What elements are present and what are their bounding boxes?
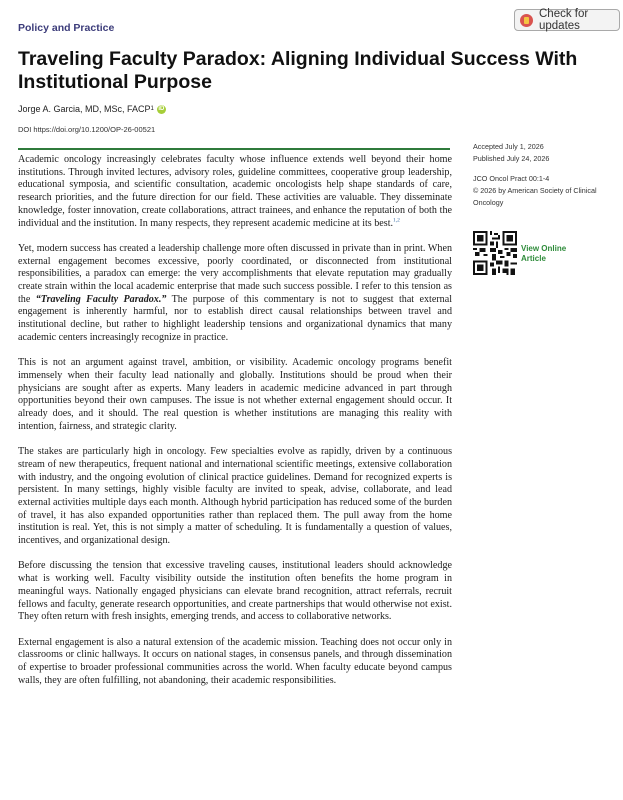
paragraph-1-text: Academic oncology increasingly celebrates faculty whose influence extends well beyond their home institutions. Through invited lectures, advisory roles, guideline committees, cooperative group leadership, educational symposia, and scientific consultation, academic oncologists help shape standards of care, research priorities, and the future direction for our field. These activities are valuable. They disseminate knowledge, foster innovation, create collaborations, attract trainees, and enhance the reputation of both the individual and the institution. In many respects, they represent academic medicine at its best. (18, 154, 452, 229)
author-line (18, 104, 166, 114)
paragraph-5: Before discussing the tension that excessive traveling causes, institutional leaders should acknowledge what is working well. Faculty visibility outside the institution often benefits the home program in meaningful ways. Nationally engaged physicians can elevate brand recognition, attract referrals, recruit fellows and faculty, generate research opportunities, and create partnerships that would otherwise not exist. They often return with fresh insights, emerging trends, and access to collaborative networks. (18, 560, 452, 623)
accepted-date: Accepted July 1, 2026 (473, 142, 544, 151)
published-date: Published July 24, 2026 (473, 154, 550, 163)
paragraph-2-text-a: Yet, modern success has created a leadership challenge more often discussed in private than in print. When external engagement becomes excessive, poorly coordinated, or disconnected from institutional responsibilities, a paradox can emerge: the very accomplishments that elevate reputation may gradually create strain within the local academic enterprise that made such success possible. I refer to this tension as the (18, 242, 452, 305)
paragraph-4: The stakes are particularly high in oncology. Few specialties evolve as rapidly, driven by a continuous stream of new therapeutics, frequent national and international scientific meetings, extensive collaboration with industry, and the ongoing evolution of clinical practice guidelines. Demand for recognized experts is persistent. In many settings, highly visible faculty are invited to speak, advise, collaborate, and lead external activities multiple days each month. Although hybrid participation has reduced some of the burden of travel, it has also expanded opportunities rather than replaced them. The pull away from the home institution is real. Yet, this is not simply a matter of scheduling. It is fundamentally a question of values, incentives, and organizational design. (18, 446, 452, 547)
paragraph-3: This is not an argument against travel, ambition, or visibility. Academic oncology programs benefit immensely when their faculty lead nationally and globally. Institutions should be proud when their physicians are sought after as experts. Many leaders in academic medicine advanced in part through opportunities beyond their own campuses. The issue is not whether external engagement should occur. It already does, and it should. The real question is whether institutions are managing this reality with intention, fairness, and strategic clarity. (18, 357, 452, 432)
paragraph-2-text-b: The purpose of this commentary is not to suggest that external engagement is inherently harmful, nor to establish direct causal relationships between travel and institutional decline, but rather to highlight leadership tensions and organizational dynamics that many academic centers increasingly recognize in practice. (18, 293, 453, 343)
copyright-notice: © 2026 by American Society of Clinical Oncology (473, 186, 597, 207)
paragraph-6: External engagement is also a natural extension of the academic mission. Teaching does not occur only in classrooms or clinic hallways. It occurs on national stages, in consensus panels, and through dissemination of expertise to broader professional communities across the world. When faculty educate beyond campus walls, they are often fulfilling, not abandoning, their academic responsibilities. (18, 636, 452, 686)
journal-citation: JCO Oncol Pract 00:1-4 (473, 174, 550, 183)
reference-marker[interactable]: 1,2 (393, 217, 400, 224)
view-online-block (473, 231, 613, 277)
article-title: Traveling Faculty Paradox: Aligning Individual Success With Institutional Purpose (18, 48, 578, 93)
check-for-updates-button[interactable] (514, 9, 620, 31)
article-info-sidebar (473, 141, 613, 209)
crossmark-icon (520, 14, 533, 27)
view-online-article-link[interactable]: View Online Article (521, 244, 567, 263)
check-for-updates-label: Check for updates (539, 8, 589, 32)
qr-code-icon[interactable] (473, 231, 517, 275)
affiliation-marker: 1 (150, 106, 154, 112)
author-name: Jorge A. Garcia, MD, MSc, FACP (18, 104, 151, 114)
section-label: Policy and Practice (18, 22, 115, 34)
orcid-icon[interactable]: iD (158, 105, 165, 112)
paragraph-2 (18, 243, 452, 345)
doi-link[interactable]: DOI https://doi.org/10.1200/OP-26-00521 (18, 125, 156, 134)
article-body (18, 154, 452, 687)
paragraph-1 (18, 154, 452, 230)
section-divider (18, 148, 450, 150)
paradox-term: “Traveling Faculty Paradox.” (35, 293, 167, 305)
